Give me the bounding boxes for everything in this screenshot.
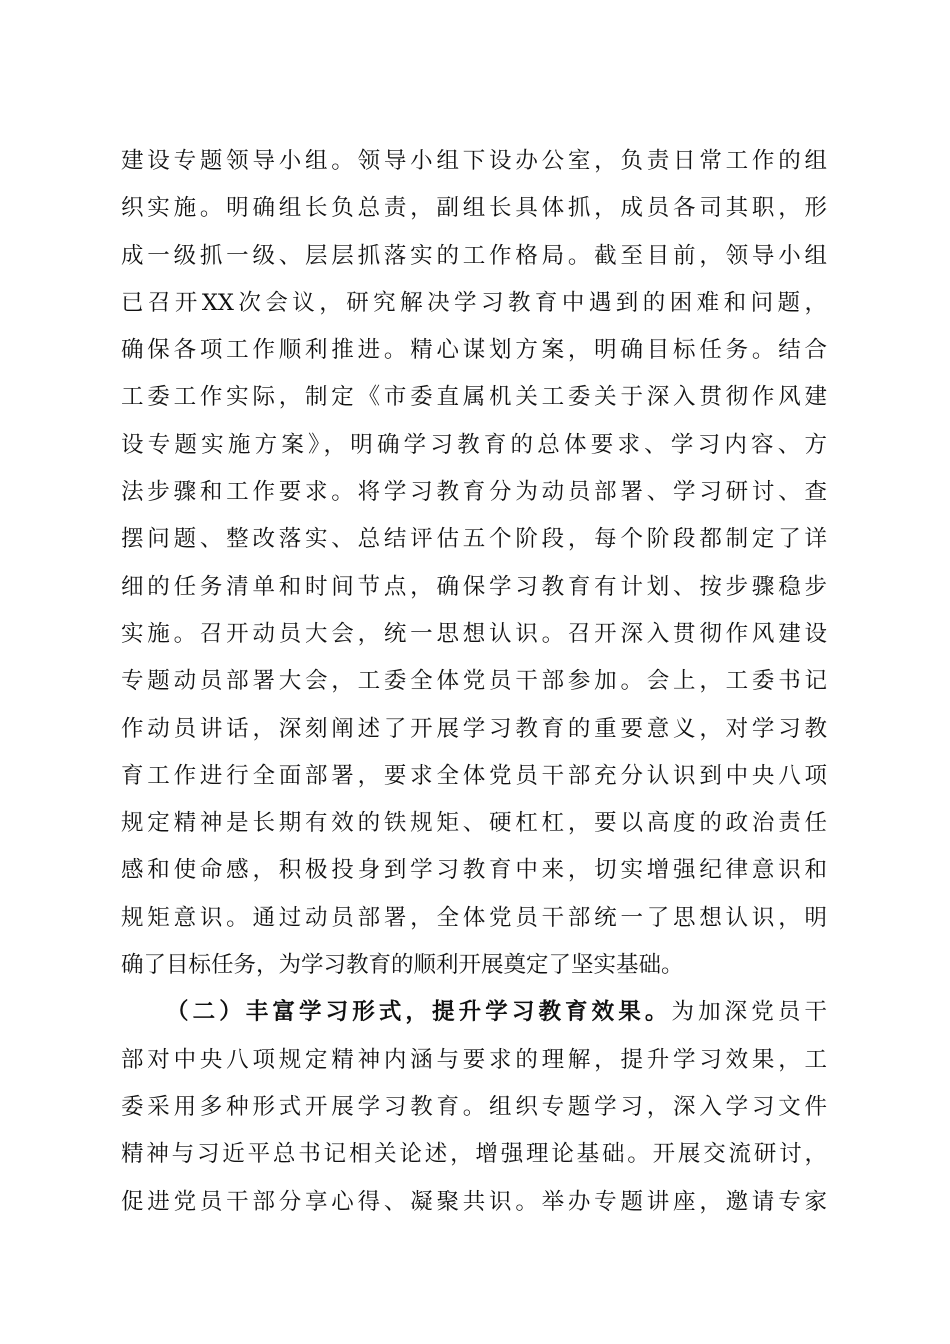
paragraph-2 [121,989,827,1225]
text-line: 织实施。明确组长负总责，副组长具体抓，成员各司其职，形 [121,195,827,222]
text-line: 摆问题、整改落实、总结评估五个阶段，每个阶段都制定了详 [121,526,827,553]
text-line: 部对中央八项规定精神内涵与要求的理解，提升学习效果，工 [121,1046,827,1073]
section-heading: （二）丰富学习形式，提升学习教育效果。 [166,999,672,1026]
text-line: 成一级抓一级、层层抓落实的工作格局。截至目前，领导小组 [121,242,827,269]
text-line: 规定精神是长期有效的铁规矩、硬杠杠，要以高度的政治责任 [121,810,827,837]
text-line: 作动员讲话，深刻阐述了开展学习教育的重要意义，对学习教 [121,715,827,742]
text-line: 确保各项工作顺利推进。精心谋划方案，明确目标任务。结合 [121,337,827,364]
text-line: 确了目标任务，为学习教育的顺利开展奠定了坚实基础。 [121,952,684,979]
section-heading-continuation: 为加深党员干 [671,999,827,1026]
text-line: 规矩意识。通过动员部署，全体党员干部统一了思想认识，明 [121,904,827,931]
text-line: 育工作进行全面部署，要求全体党员干部充分认识到中央八项 [121,762,827,789]
text-line: 法步骤和工作要求。将学习教育分为动员部署、学习研讨、查 [121,479,827,506]
text-line: 委采用多种形式开展学习教育。组织专题学习，深入学习文件 [121,1093,827,1120]
text-line: 实施。召开动员大会，统一思想认识。召开深入贯彻作风建设 [121,620,827,647]
text-line: 工委工作实际，制定《市委直属机关工委关于深入贯彻作风建 [121,384,827,411]
text-line: 已召开XX次会议，研究解决学习教育中遇到的困难和问题， [121,289,827,316]
text-line: 感和使命感，积极投身到学习教育中来，切实增强纪律意识和 [121,857,827,884]
text-line: 促进党员干部分享心得、凝聚共识。举办专题讲座，邀请专家 [121,1188,827,1215]
section-heading-line [121,989,827,1036]
text-line: 专题动员部署大会，工委全体党员干部参加。会上，工委书记 [121,668,827,695]
text-line: 建设专题领导小组。领导小组下设办公室，负责日常工作的组 [121,148,827,174]
document-page [121,138,827,1226]
paragraph-1 [121,138,827,989]
text-line: 设专题实施方案》，明确学习教育的总体要求、学习内容、方 [121,431,827,458]
text-line: 细的任务清单和时间节点，确保学习教育有计划、按步骤稳步 [121,573,827,600]
text-line: 精神与习近平总书记相关论述，增强理论基础。开展交流研讨， [121,1141,827,1168]
